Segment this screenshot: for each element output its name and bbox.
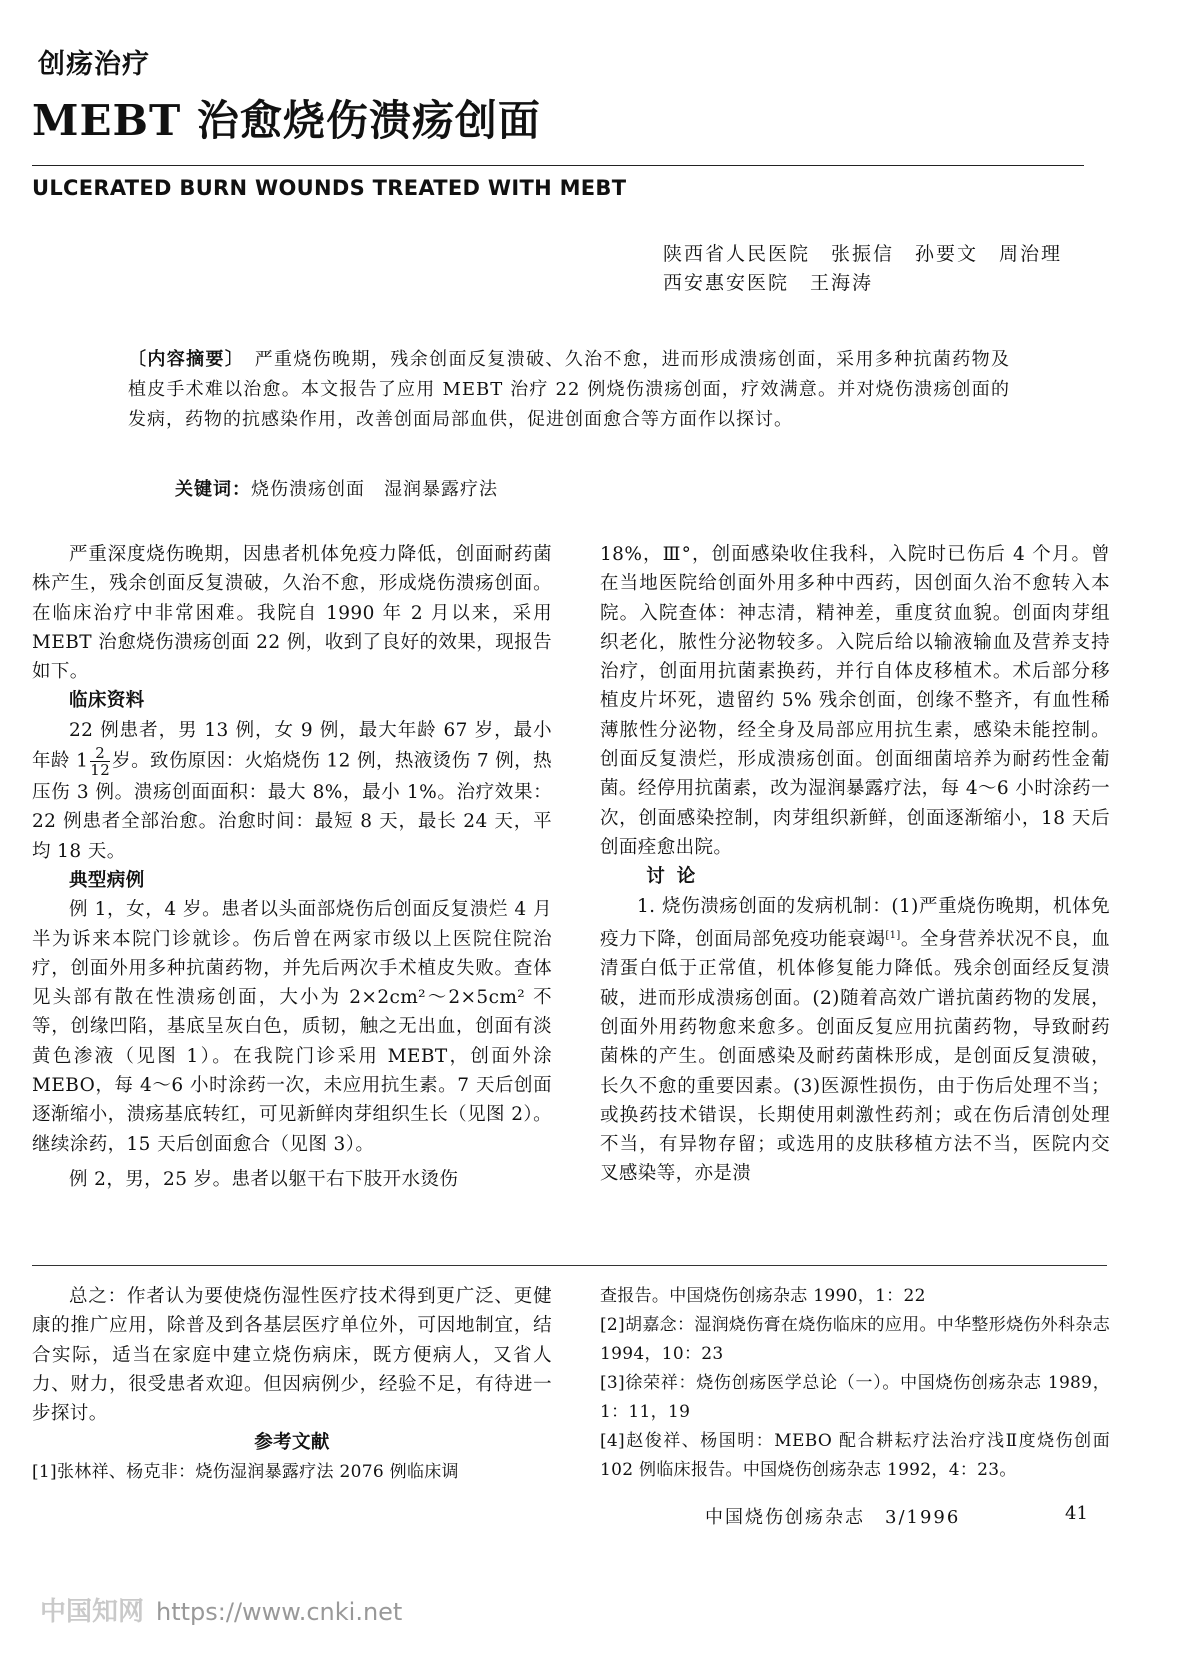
reference-3: [3]徐荣祥：烧伤创疡医学总论（一）。中国烧伤创疡杂志 1989，1：11，19 — [600, 1373, 1110, 1422]
section-label: 创疡治疗 — [38, 49, 150, 80]
abstract-text: 严重烧伤晚期，残余创面反复溃破、久治不愈，进而形成溃疡创面，采用多种抗菌药物及植皮手术难以治愈。本文报告了应用 MEBT 治疗 22 例烧伤溃疡创面，疗效满意。并对烧伤溃疡创面的发病，药物的抗感染作用，改善创面局部血供，促进创面愈合等方面作以探讨。 — [128, 349, 1011, 430]
author-line-1: 陕西省人民医院 张振信 孙要文 周治理 — [663, 243, 1063, 265]
cnki-logo: 中国知网 — [40, 1597, 145, 1627]
discussion-text-b: 。全身营养状况不良，血清蛋白低于正常值，机体修复能力降低。残余创面经反复溃破，进而形成溃疡创面。(2)随着高效广谱抗菌药物的发展，创面外用药物愈来愈多。创面反复应用抗菌药物，导致耐药菌株的产生。创面感染及耐药菌株形成，是创面反复溃破，长久不愈的重要因素。(3)医源性损伤，由于伤后处理不当；或换药技术错误，长期使用刺激性药剂；或在伤后清创处理不当，有异物存留；或选用的皮肤移植方法不当，医院内交叉感染等，亦是溃 — [600, 929, 1110, 1185]
age-fraction — [90, 745, 110, 778]
fraction-numerator: 2 — [90, 745, 110, 762]
reference-2: [2]胡嘉念：湿润烧伤膏在烧伤临床的应用。中华整形烧伤外科杂志 1994，10：23 — [600, 1315, 1110, 1364]
clinical-text-a: 22 例患者，男 13 例，女 9 例，最大年龄 67 岁，最小年龄 1 — [32, 719, 552, 772]
case2-paragraph: 例 2，男，25 岁。患者以躯干右下肢开水烫伤 — [69, 1168, 459, 1190]
cnki-watermark — [40, 1591, 402, 1628]
section-divider — [32, 1265, 1107, 1266]
references-heading: 参考文献 — [254, 1432, 330, 1454]
body-column-right — [600, 540, 1110, 1189]
keywords-label: 关键词： — [175, 479, 251, 500]
citation-1: [1] — [885, 929, 901, 941]
reference-1-end: 查报告。中国烧伤创疡杂志 1990，1：22 — [600, 1286, 926, 1306]
clinical-text-b: 岁。致伤原因：火焰烧伤 12 例，热液烫伤 7 例，热压伤 3 例。溃疡创面面积：最大 8%，最小 1%。治疗效果：22 例患者全部治愈。治愈时间：最短 8 天，最长 24 天，平均 18 天。 — [32, 750, 552, 862]
abstract — [128, 345, 1010, 435]
abstract-label: 〔内容摘要〕 — [128, 349, 236, 370]
author-block — [663, 240, 1062, 298]
page-number: 41 — [1065, 1503, 1088, 1524]
article-title: MEBT 治愈烧伤溃疡创面 — [32, 96, 541, 145]
references-column — [600, 1282, 1110, 1485]
case2-continued: 18%，Ⅲ°，创面感染收住我科，入院时已伤后 4 个月。曾在当地医院给创面外用多种中西药，因创面久治不愈转入本院。入院查体：神志清，精神差，重度贫血貌。创面肉芽组织老化，脓性分泌物较多。入院后给以输液输血及营养支持治疗，创面用抗菌素换药，并行自体皮移植术。术后部分移植皮片坏死，遗留约 5% 残余创面，创缘不整齐，有血性稀薄脓性分泌物，经全身及局部应用抗生素，感染未能控制。创面反复溃烂，形成溃疡创面。创面细菌培养为耐药性金葡菌。经停用抗菌素，改为湿润暴露疗法，每 4～6 小时涂药一次，创面感染控制，肉芽组织新鲜，创面逐渐缩小，18 天后创面痊愈出院。 — [600, 544, 1110, 858]
discussion-text-a: 1. 烧伤溃疡创面的发病机制：(1)严重烧伤晚期，机体免疫力下降，创面局部免疫功能衰竭 — [600, 895, 1110, 951]
reference-4: [4]赵俊祥、杨国明：MEBO 配合耕耘疗法治疗浅Ⅱ度烧伤创面 102 例临床报告。中国烧伤创疡杂志 1992，4：23。 — [600, 1431, 1110, 1480]
english-title: ULCERATED BURN WOUNDS TREATED WITH MEBT — [32, 176, 627, 200]
conclusion-paragraph: 总之：作者认为要使烧伤湿性医疗技术得到更广泛、更健康的推广应用，除普及到各基层医疗单位外，可因地制宜，结合实际，适当在家庭中建立烧伤病床，既方便病人，又省人力、财力，很受患者欢迎。但因病例少，经验不足，有待进一步探讨。 — [32, 1286, 552, 1425]
discussion-paragraph — [600, 892, 1110, 1189]
cnki-url: https://www.cnki.net — [156, 1598, 403, 1626]
cases-heading: 典型病例 — [69, 869, 145, 891]
discussion-heading: 讨论 — [646, 866, 708, 888]
fraction-denominator: 12 — [90, 761, 111, 780]
keywords — [175, 475, 498, 501]
conclusion-column — [32, 1282, 552, 1487]
reference-1-start: [1]张林祥、杨克非：烧伤湿润暴露疗法 2076 例临床调 — [32, 1461, 459, 1482]
clinical-paragraph — [32, 716, 552, 866]
author-line-2: 西安惠安医院 王海涛 — [663, 272, 874, 294]
keywords-text: 烧伤溃疡创面 湿润暴露疗法 — [251, 479, 498, 500]
clinical-heading: 临床资料 — [69, 690, 145, 712]
body-column-left — [32, 540, 552, 1194]
intro-paragraph: 严重深度烧伤晚期，因患者机体免疫力降低，创面耐药菌株产生，残余创面反复溃破，久治不愈，形成烧伤溃疡创面。在临床治疗中非常困难。我院自 1990 年 2 月以来，采用 MEBT 治愈烧伤溃疡创面 22 例，收到了良好的效果，现报告如下。 — [32, 544, 552, 683]
footer-journal: 中国烧伤创疡杂志 3/1996 — [705, 1507, 961, 1528]
case1-paragraph: 例 1，女，4 岁。患者以头面部烧伤后创面反复溃烂 4 月半为诉来本院门诊就诊。伤后曾在两家市级以上医院住院治疗，创面外用多种抗菌药物，并先后两次手术植皮失败。查体见头部有散在性溃疡创面，大小为 2×2cm²～2×5cm² 不等，创缘凹陷，基底呈灰白色，质韧，触之无出血，创面有淡黄色渗液（见图 1）。在我院门诊采用 MEBT，创面外涂 MEBO，每 4～6 小时涂药一次，未应用抗生素。7 天后创面逐渐缩小，溃疡基底转红，可见新鲜肉芽组织生长（见图 2）。继续涂药，15 天后创面愈合（见图 3）。 — [32, 899, 552, 1155]
title-divider — [32, 165, 1084, 166]
